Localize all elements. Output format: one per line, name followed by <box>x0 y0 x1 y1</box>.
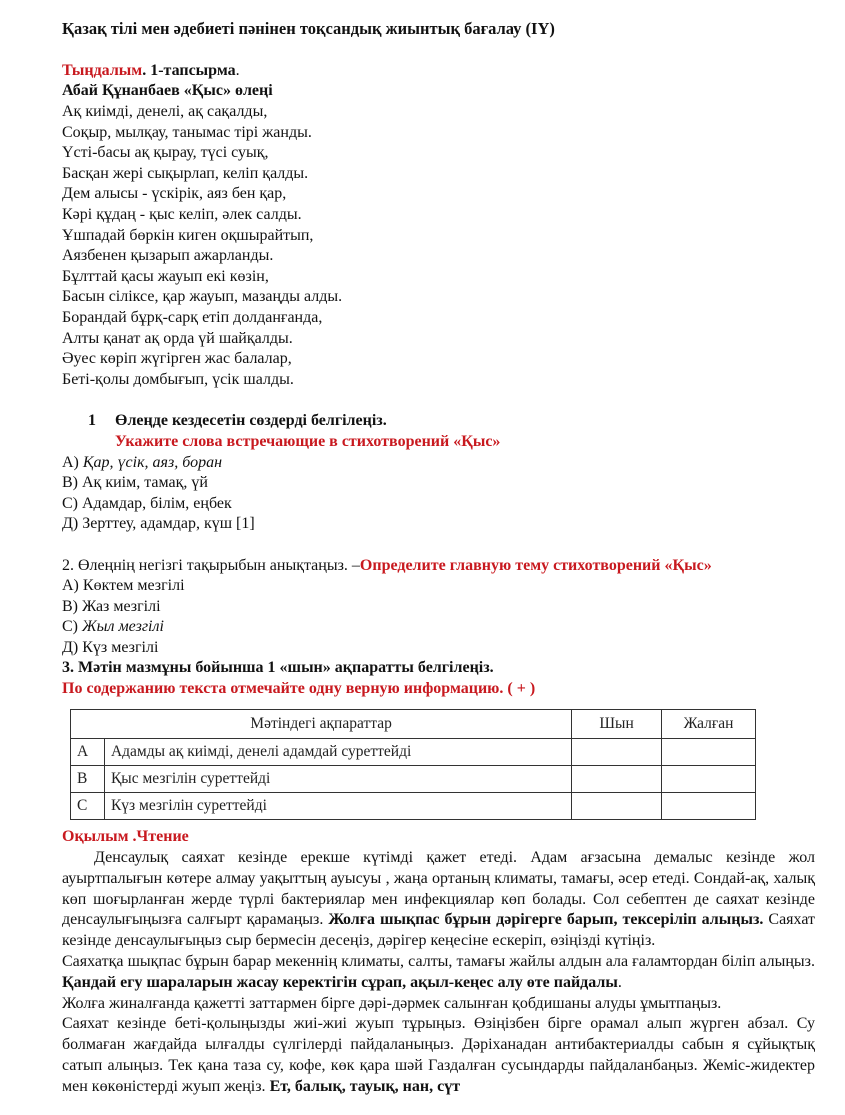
poem-line: Алты қанат ақ орда үй шайқалды. <box>62 330 293 347</box>
true-cell[interactable] <box>572 793 662 820</box>
poem-line: Аязбенен қызарып ажарланды. <box>62 247 274 264</box>
true-cell[interactable] <box>572 766 662 793</box>
option-letter: А) <box>62 577 79 594</box>
question1-option-a[interactable] <box>62 453 222 473</box>
question2-option-b[interactable] <box>62 597 161 617</box>
question3-text-ru: По содержанию текста отмечайте одну верную информацию. ( + ) <box>62 680 536 697</box>
poem-line: Ұшпадай бөркін киген оқшырайтып, <box>62 227 314 244</box>
poem-heading: Абай Құнанбаев «Қыс» өлеңі <box>62 82 273 99</box>
poem-line: Бұлттай қасы жауып екі көзін, <box>62 268 269 285</box>
option-text: Зерттеу, адамдар, күш [1] <box>82 515 255 532</box>
true-false-table <box>70 709 756 820</box>
text-run-bold: Жолға шықпас бұрын дәрігерге барып, тексеріліп алыңыз. <box>328 911 764 929</box>
row-letter: B <box>71 766 105 793</box>
poem-line: Кәрі құдаң - қыс келіп, әлек салды. <box>62 206 302 223</box>
reading-paragraph <box>62 952 815 994</box>
row-statement: Күз мезгілін суреттейді <box>104 793 571 820</box>
header-false: Жалған <box>662 710 756 739</box>
question1-option-b[interactable] <box>62 473 208 493</box>
task-label: . 1-тапсырма <box>142 62 236 79</box>
table-row <box>71 793 756 820</box>
header-true: Шын <box>572 710 662 739</box>
header-statements: Мәтіндегі ақпараттар <box>71 710 572 739</box>
question1-text-ru: Укажите слова встречающие в стихотворений «Қыс» <box>115 433 501 450</box>
text-run-bold: Ет, балық, тауық, нан, сүт <box>269 1077 461 1095</box>
option-letter: Д) <box>62 639 79 656</box>
reading-paragraph <box>62 1014 815 1097</box>
listening-task-heading <box>62 61 240 81</box>
poem-line: Ақ киімді, денелі, ақ сақалды, <box>62 103 268 120</box>
option-text: Қар, үсік, аяз, боран <box>82 454 222 471</box>
poem-line: Беті-қолы домбығып, үсік шалды. <box>62 371 294 388</box>
option-letter: C) <box>62 495 78 512</box>
text-run: Саяхат кезінде беті-қолыңызды жиі-жиі жуып тұрыңыз. Өзіңізбен бірге орамал алып жүрген абзал. Су болмаған жағдайда ылғалды сүлгілерді пайдаланыңыз. Дәріханадан антибактериалды сабын я сұйықтық сатып алыңыз. Тек қана таза су, кофе, көк қара шәй Газдалған сусындарды пайдаланбаңыз. Жеміс-жидектер мен көкөністерді жуып жеңіз. <box>62 1015 815 1095</box>
option-text: Ақ киім, тамақ, үй <box>82 474 208 491</box>
question1-number: 1 <box>88 412 96 429</box>
table-row <box>71 739 756 766</box>
poem-line: Үсті-басы ақ қырау, түсі суық, <box>62 144 269 161</box>
poem-line: Басын сіліксе, қар жауып, мазаңды алды. <box>62 288 343 305</box>
listening-section-label: Тыңдалым <box>62 62 143 79</box>
option-letter: A) <box>62 454 79 471</box>
question2-text-ru: Определите главную тему стихотворений «Қыс» <box>359 557 712 574</box>
table-header-row <box>71 710 756 739</box>
question1-option-d[interactable] <box>62 514 255 534</box>
text-run-bold: Қандай егу шараларын жасау керектігін сұрап, ақыл-кеңес алу өте пайдалы <box>62 973 618 991</box>
poem-line: Дем алысы - үскірік, аяз бен қар, <box>62 185 287 202</box>
row-letter: A <box>71 739 105 766</box>
text-run: . <box>617 973 622 991</box>
option-text: Жыл мезгілі <box>82 618 164 635</box>
question1-option-c[interactable] <box>62 494 232 514</box>
poem-line: Борандай бұрқ-сарқ етіп долданғанда, <box>62 309 323 326</box>
reading-text <box>62 848 815 1098</box>
row-statement: Қыс мезгілін суреттейді <box>104 766 571 793</box>
option-text: Көктем мезгілі <box>82 577 185 594</box>
question2-option-d[interactable] <box>62 638 158 658</box>
row-letter: C <box>71 793 105 820</box>
question2-text <box>62 556 712 576</box>
table-row <box>71 766 756 793</box>
document-title: Қазақ тілі мен әдебиеті пәнінен тоқсандық жиынтық бағалау (IY) <box>62 19 555 38</box>
row-statement: Адамды ақ киімді, денелі адамдай суреттейді <box>104 739 571 766</box>
option-text: Күз мезгілі <box>82 639 159 656</box>
reading-paragraph <box>62 848 815 952</box>
option-text: Адамдар, білім, еңбек <box>82 495 232 512</box>
question1-text-kz: Өлеңде кездесетін сөздерді белгілеңіз. <box>115 412 387 429</box>
false-cell[interactable] <box>662 739 756 766</box>
question3-text-kz: 3. Мәтін мазмұны бойынша 1 «шын» ақпаратты белгілеңіз. <box>62 659 494 676</box>
option-letter: B) <box>62 474 78 491</box>
poem-line: Басқан жері сықырлап, келіп қалды. <box>62 165 309 182</box>
task-dot: . <box>235 62 240 79</box>
question2-text-kz: 2. Өлеңнің негізгі тақырыбын анықтаңыз. – <box>62 557 360 574</box>
text-run: Саяхатқа шықпас бұрын барар мекеннің климаты, салты, тамағы жайлы алдын ала ғаламтордан біліп алыңыз. <box>62 952 815 970</box>
reading-paragraph: Жолға жиналғанда қажетті заттармен бірге дәрі-дәрмек салынған қобдишаны алуды ұмытпаңыз. <box>62 994 722 1012</box>
text-run: Денсаулық саяхат кезінде ерекше күтімді қажет етеді. Адам ағзасына демалыс кезінде жол ауыртпалығын көтере алмау уақыттың ауысуы , жаңа ортаның климаты, тамағы, әсер етеді. Сондай-ақ, халық көп шоғырланған жерде түрлі бактериялар мен инфекциялар көп болады. Сол себептен де саяхат кезінде денсаулығыңызға салғырт қарамаңыз. <box>62 849 815 929</box>
question2-option-a[interactable] <box>62 576 185 596</box>
false-cell[interactable] <box>662 766 756 793</box>
text-run: Саяхат кезінде денсаулығыңыз сыр бермесін десеңіз, дәрігер кеңесіне ескеріп, өзіңізді күтіңіз. <box>62 911 816 950</box>
false-cell[interactable] <box>662 793 756 820</box>
option-letter: В) <box>62 598 78 615</box>
poem-line: Соқыр, мылқау, танымас тірі жанды. <box>62 124 312 141</box>
option-letter: Д) <box>62 515 79 532</box>
true-cell[interactable] <box>572 739 662 766</box>
option-text: Жаз мезгілі <box>82 598 161 615</box>
reading-section-label: Оқылым .Чтение <box>62 828 189 845</box>
option-letter: С) <box>62 618 78 635</box>
poem-line: Әуес көріп жүгірген жас балалар, <box>62 350 292 367</box>
question2-option-c[interactable] <box>62 617 164 637</box>
